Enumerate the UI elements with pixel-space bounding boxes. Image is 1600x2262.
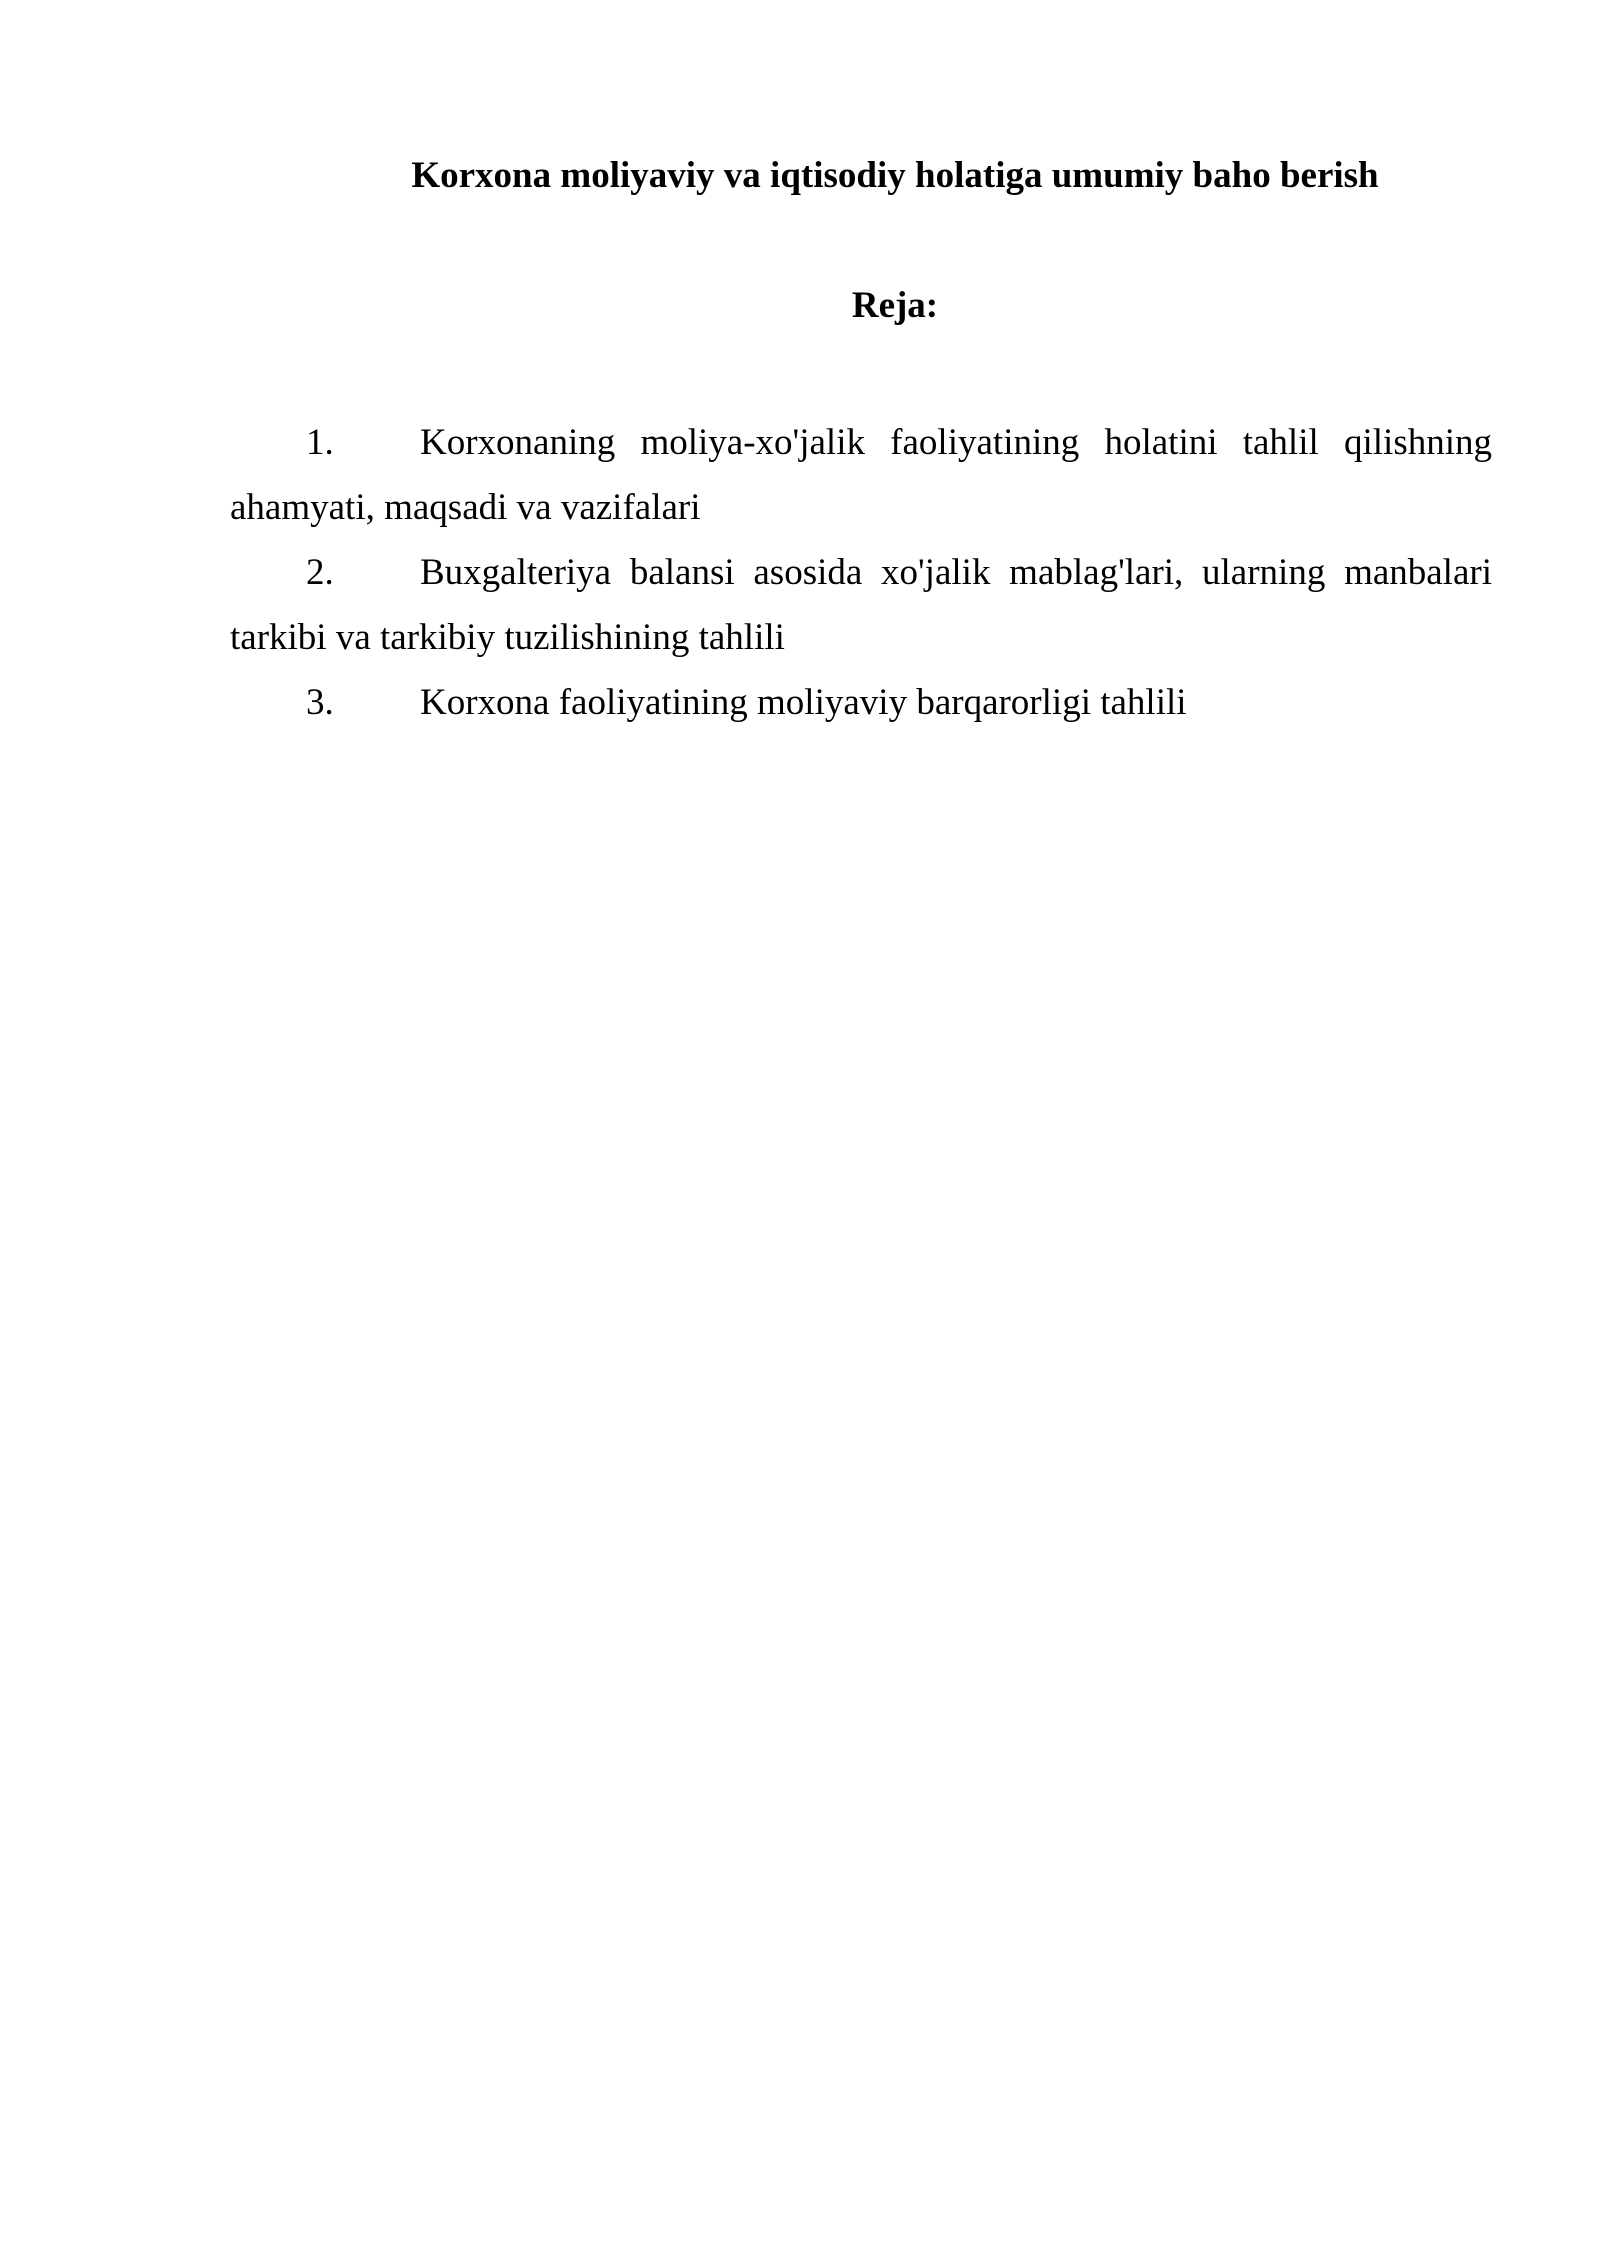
plan-item-number: 3. xyxy=(306,682,334,723)
plan-list xyxy=(230,410,1492,735)
plan-item xyxy=(230,540,1492,670)
plan-item-number: 1. xyxy=(306,422,334,463)
plan-heading: Reja: xyxy=(851,285,939,326)
plan-item-text: Korxona faoliyatining moliyaviy barqarorligi tahlili xyxy=(420,682,1187,723)
plan-item-text: Korxonaning moliya-xo'jalik faoliyatining holatini tahlil qilishning ahamyati, maqsadi va vazifalari xyxy=(230,422,1492,528)
plan-item-number: 2. xyxy=(306,552,334,593)
plan-item xyxy=(230,410,1492,540)
document-title: Korxona moliyaviy va iqtisodiy holatiga umumiy baho berish xyxy=(411,155,1379,196)
plan-item xyxy=(230,670,1492,735)
plan-item-text: Buxgalteriya balansi asosida xo'jalik mablag'lari, ularning manbalari tarkibi va tarkibiy tuzilishining tahlili xyxy=(230,552,1492,658)
